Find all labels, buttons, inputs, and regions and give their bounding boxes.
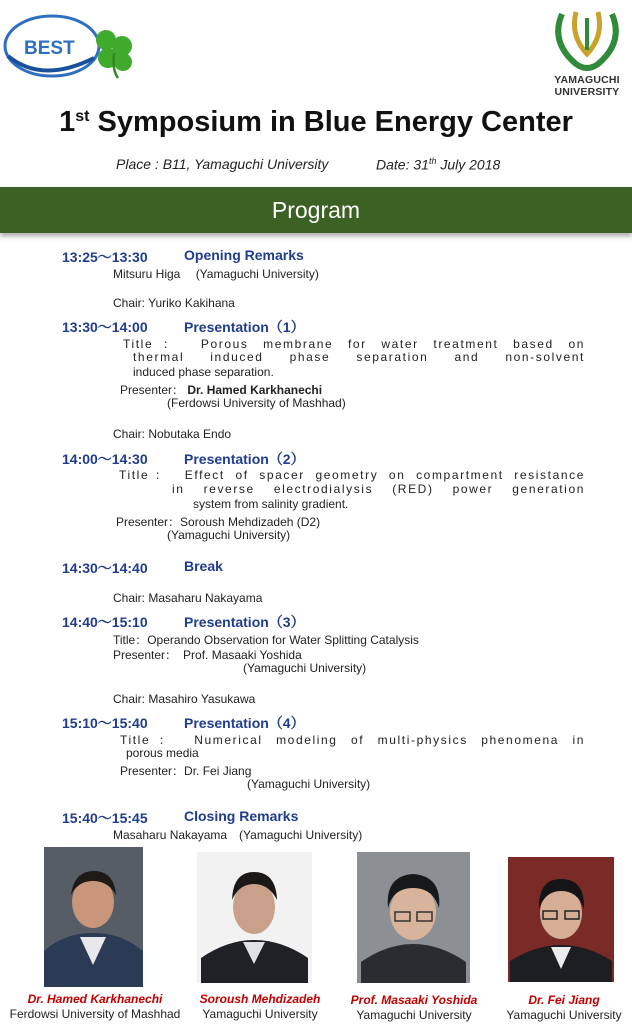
best-logo [2,6,140,80]
presentation-4-title-line1: Title： Numerical modeling of multi-physics phenomena in [120,733,585,747]
opening-speaker: Mitsuru Higa (Yamaguchi University) [113,267,319,281]
university-logo-line2: UNIVERSITY [554,86,620,98]
presentation-3-presenter: Presenter： Prof. Masaaki Yoshida [113,648,302,662]
presentation-1-title-line1: Title： Porous membrane for water treatment based on [123,337,585,351]
date-text: Date: 31th July 2018 [376,156,501,173]
presentation-1-affiliation: (Ferdowsi University of Mashhad) [167,396,346,410]
speaker-photo-mehdizadeh [197,852,312,983]
presentation-1-label: Presentation（1） [184,319,305,335]
presentation-2-label: Presentation（2） [184,451,305,467]
presentation-2-title-line1: Title： Effect of spacer geometry on compartment resistance [119,468,585,482]
presentation-1-time: 13:30～14:00 [62,319,148,335]
speaker-name-4: Dr. Fei Jiang [528,993,600,1007]
presentation-2-time: 14:00～14:30 [62,451,148,467]
presentation-4-time: 15:10～15:40 [62,715,148,731]
program-label: Program [271,197,361,223]
opening-label: Opening Remarks [184,247,304,263]
clover-icon [96,30,132,78]
portrait-icon [508,857,614,982]
presentation-3-affiliation: (Yamaguchi University) [243,661,367,675]
closing-label: Closing Remarks [184,808,299,824]
speaker-photo-karkhanechi [44,847,143,987]
page-title: 1st Symposium in Blue Energy Center [59,106,573,138]
venue-text: Place : B11, Yamaguchi University [116,156,329,172]
speaker-affiliation-3: Yamaguchi University [356,1008,472,1022]
portrait-icon [197,852,312,983]
presentation-2-affiliation: (Yamaguchi University) [167,528,291,542]
closing-speaker: Masaharu Nakayama (Yamaguchi University) [113,828,363,842]
break-time: 14:30～14:40 [62,560,148,576]
presentation-3-title: Title：Operando Observation for Water Splitting Catalysis [113,633,419,647]
speaker-photo-jiang [508,857,614,982]
speaker-affiliation-4: Yamaguchi University [506,1008,622,1022]
speaker-affiliation-2: Yamaguchi University [202,1007,318,1021]
portrait-icon [357,852,470,983]
closing-time: 15:40～15:45 [62,810,148,826]
presentation-1-title-line2: thermal induced phase separation and non-solvent [133,350,585,364]
chair-4: Chair: Masahiro Yasukawa [113,692,256,706]
chair-2: Chair: Nobutaka Endo [113,427,232,441]
presentation-4-title-line2: porous media [126,746,199,760]
presentation-4-label: Presentation（4） [184,715,305,731]
program-banner [0,187,632,233]
yamaguchi-emblem-icon [546,2,628,74]
speaker-affiliation-1: Ferdowsi University of Mashhad [9,1007,181,1021]
university-logo-line1: YAMAGUCHI [554,74,620,86]
presentation-4-affiliation: (Yamaguchi University) [247,777,371,791]
presentation-1-title-line3: induced phase separation. [133,365,274,379]
presentation-3-time: 14:40～15:10 [62,614,148,630]
presentation-2-presenter: Presenter：Soroush Mehdizadeh (D2) [116,515,321,529]
speaker-name-2: Soroush Mehdizadeh [199,992,321,1006]
yamaguchi-university-logo [546,2,628,98]
presentation-2-title-line2: in reverse electrodialysis (RED) power generation [172,482,585,496]
presentation-3-label: Presentation（3） [184,614,305,630]
portrait-icon [44,847,143,987]
presentation-4-presenter: Presenter：Dr. Fei Jiang [120,764,252,778]
chair-1: Chair: Yuriko Kakihana [113,296,235,310]
chair-3: Chair: Masaharu Nakayama [113,591,263,605]
speaker-name-1: Dr. Hamed Karkhanechi [27,992,163,1006]
best-logo-text: BEST [24,38,75,59]
presentation-2-title-line3: system from salinity gradient. [193,497,349,511]
presentation-1-presenter: Presenter： Dr. Hamed Karkhanechi [120,383,323,397]
speaker-photo-yoshida [357,852,470,983]
speaker-name-3: Prof. Masaaki Yoshida [350,993,478,1007]
break-label: Break [184,558,223,574]
opening-time: 13:25～13:30 [62,249,148,265]
